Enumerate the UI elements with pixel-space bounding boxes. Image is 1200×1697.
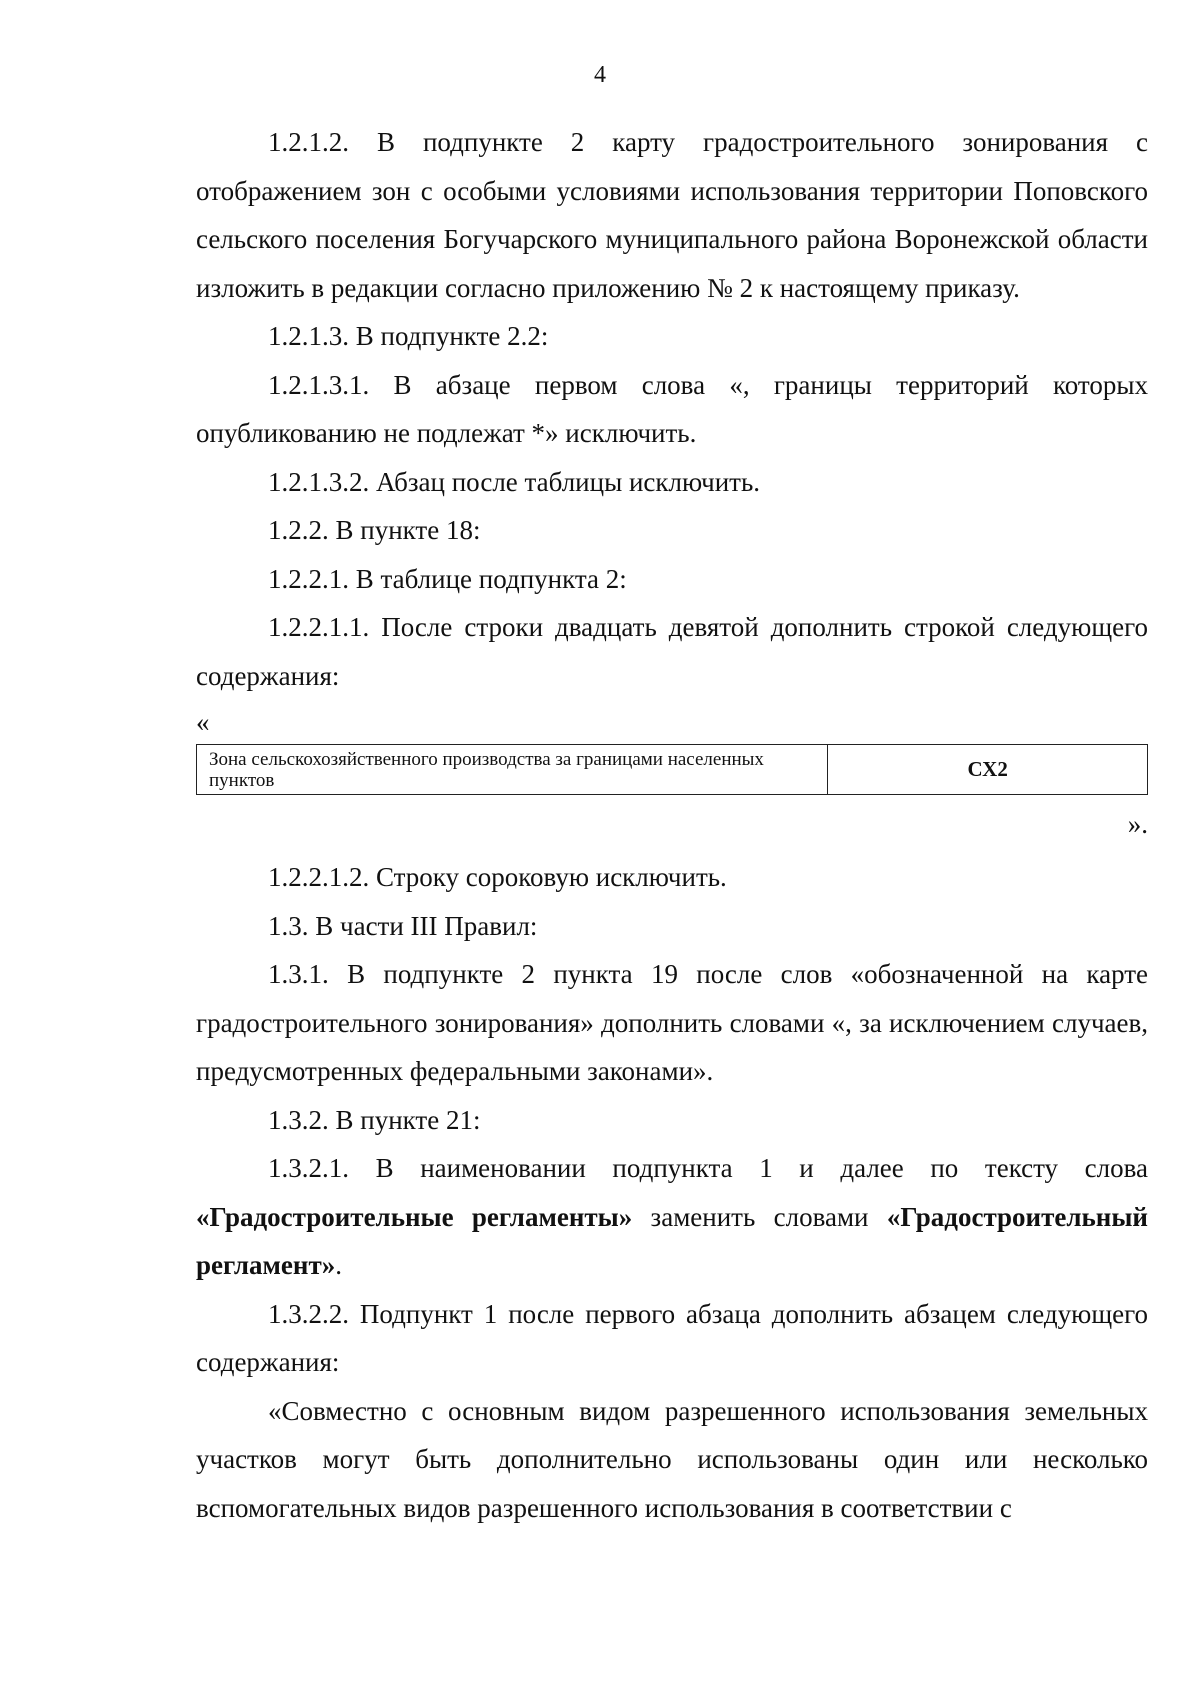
zone-code-cell: СХ2 — [828, 745, 1148, 795]
zone-name-cell: Зона сельскохозяйственного производства за границами населенных пунктов — [197, 745, 828, 795]
paragraph-1-2-2-1-2: 1.2.2.1.2. Строку сороковую исключить. — [268, 862, 727, 892]
opening-quote: « — [196, 707, 210, 737]
paragraph-1-2-1-3-2: 1.2.1.3.2. Абзац после таблицы исключить. — [268, 466, 761, 497]
table-row — [197, 745, 1148, 795]
paragraph-1-3-1: 1.3.1. В подпункте 2 пункта 19 после слов «обозначенной на карте градостроительного зонирования» дополнить словами «, за исключением случаев, предусмотренных федеральными законами». — [196, 959, 1148, 1086]
paragraph-1-3-2-2: 1.3.2.2. Подпункт 1 после первого абзаца дополнить абзацем следующего содержания: — [196, 1298, 1148, 1377]
paragraph-text: . — [335, 1250, 342, 1280]
bold-term-new: «Градостроительный регламент» — [196, 1201, 1148, 1280]
paragraph-1-2-2-1-1: 1.2.2.1.1. После строки двадцать девятой дополнить строкой следующего содержания: — [196, 612, 1148, 691]
inserted-zone-table — [196, 744, 1148, 795]
document-body — [196, 118, 1148, 1532]
paragraph-1-2-2-1: 1.2.2.1. В таблице подпункта 2: — [268, 563, 627, 594]
paragraph-text: заменить словами — [632, 1201, 887, 1232]
paragraph-1-2-1-3: 1.2.1.3. В подпункте 2.2: — [268, 321, 549, 351]
paragraph-1-3-2: 1.3.2. В пункте 21: — [268, 1104, 481, 1135]
quoted-paragraph: «Совместно с основным видом разрешенного использования земельных участков могут быть дополнительно использованы один или несколько вспомогательных видов разрешенного использования в соответствии с — [196, 1395, 1148, 1523]
paragraph-1-2-1-2: 1.2.1.2. В подпункте 2 карту градостроительного зонирования с отображением зон с особыми условиями использования территории Поповского сельского поселения Богучарского муниципального района Воронежской области изложить в редакции согласно приложению № 2 к настоящему приказу. — [196, 127, 1148, 303]
paragraph-1-2-1-3-1: 1.2.1.3.1. В абзаце первом слова «, границы территорий которых опубликованию не подлежат *» исключить. — [196, 369, 1148, 448]
paragraph-1-3-2-1 — [196, 1144, 1148, 1290]
paragraph-1-2-2: 1.2.2. В пункте 18: — [268, 515, 481, 545]
closing-quote: ». — [1127, 809, 1148, 839]
paragraph-text: 1.3.2.1. В наименовании подпункта 1 и далее по тексту слова — [268, 1153, 1148, 1183]
bold-term-old: «Градостроительные регламенты» — [196, 1201, 633, 1232]
page-number: 4 — [594, 62, 606, 88]
paragraph-1-3: 1.3. В части III Правил: — [268, 910, 538, 941]
